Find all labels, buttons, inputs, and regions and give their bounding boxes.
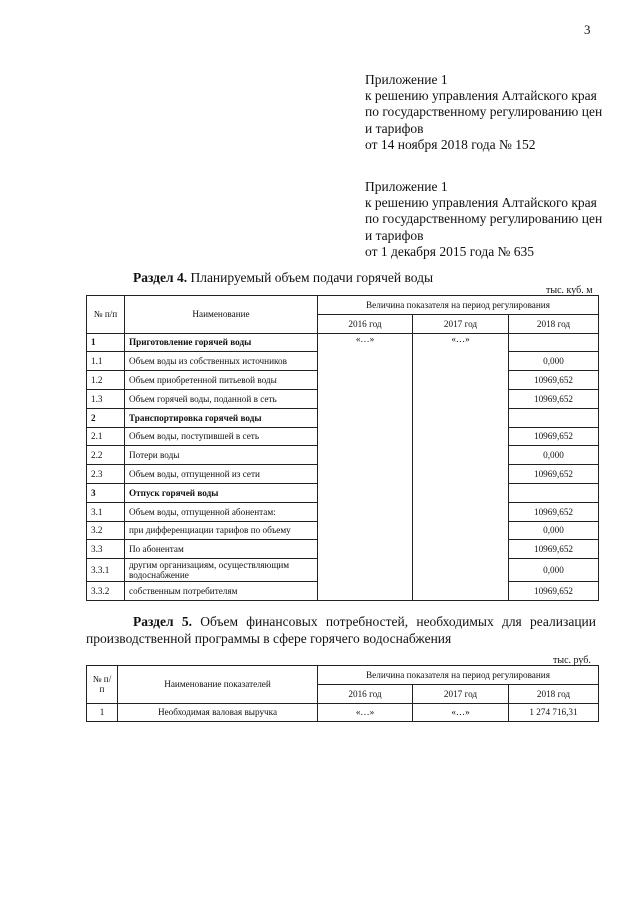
- table-row: [87, 333, 599, 352]
- row-num: 3.2: [87, 521, 125, 540]
- row-name: Объем воды, отпущенной из сети: [125, 465, 318, 484]
- col-header-name: Наименование показателей: [118, 666, 318, 704]
- section4-unit: тыс. куб. м: [546, 285, 593, 296]
- value-2016-placeholder: «…»: [318, 333, 413, 600]
- year-header: 2017 год: [413, 684, 509, 703]
- value-2018: [509, 333, 599, 352]
- appendix-line: и тарифов: [365, 227, 424, 243]
- row-num: 3: [87, 483, 125, 502]
- row-name: Транспортировка горячей воды: [125, 408, 318, 427]
- value-2018: [509, 408, 599, 427]
- row-name: По абонентам: [125, 540, 318, 559]
- section5-title: [86, 613, 596, 647]
- row-num: 2.2: [87, 446, 125, 465]
- row-num: 1: [87, 333, 125, 352]
- value-2018: 0,000: [509, 352, 599, 371]
- appendix-line: по государственному регулированию цен: [365, 211, 603, 227]
- appendix-line: к решению управления Алтайского края: [365, 195, 597, 211]
- section4-title-bold: Раздел 4.: [133, 270, 188, 285]
- row-num: 2.1: [87, 427, 125, 446]
- row-name: Необходимая валовая выручка: [118, 703, 318, 722]
- row-num: 3.3.2: [87, 582, 125, 601]
- row-num: 3.1: [87, 502, 125, 521]
- value-2018: 10969,652: [509, 389, 599, 408]
- appendix-line: и тарифов: [365, 120, 424, 136]
- row-num: 1.3: [87, 389, 125, 408]
- year-header: 2018 год: [509, 314, 599, 333]
- appendix-line: к решению управления Алтайского края: [365, 88, 597, 104]
- year-header: 2016 год: [318, 684, 413, 703]
- col-header-period: Величина показателя на период регулирования: [318, 296, 599, 315]
- value-2018: 10969,652: [509, 502, 599, 521]
- appendix-line: от 14 ноября 2018 года № 152: [365, 136, 536, 152]
- col-header-period: Величина показателя на период регулирования: [318, 666, 599, 685]
- col-header-num: № п/п: [87, 666, 118, 704]
- value-2018: 10969,652: [509, 427, 599, 446]
- row-num: 1.1: [87, 352, 125, 371]
- value-2018: [509, 483, 599, 502]
- row-name: другим организациям, осуществляющим водоснабжение: [125, 559, 318, 582]
- value-2018: 10969,652: [509, 540, 599, 559]
- row-num: 1.2: [87, 371, 125, 390]
- row-name: Объем воды, отпущенной абонентам:: [125, 502, 318, 521]
- value-2018: 0,000: [509, 521, 599, 540]
- value-2018: 0,000: [509, 559, 599, 582]
- year-header: 2017 год: [413, 314, 509, 333]
- year-header: 2018 год: [509, 684, 599, 703]
- row-name: Приготовление горячей воды: [125, 333, 318, 352]
- table-row: [87, 703, 599, 722]
- value-2018: 10969,652: [509, 371, 599, 390]
- col-header-num: № п/п: [87, 296, 125, 334]
- year-header: 2016 год: [318, 314, 413, 333]
- section4-title: [133, 269, 433, 286]
- row-name: Отпуск горячей воды: [125, 483, 318, 502]
- row-name: Потери воды: [125, 446, 318, 465]
- section5-title-bold: Раздел 5.: [133, 614, 192, 629]
- appendix-old-header: [365, 179, 625, 260]
- value-2017-placeholder: «…»: [413, 333, 509, 600]
- row-num: 2.3: [87, 465, 125, 484]
- row-name: Объем горячей воды, поданной в сеть: [125, 389, 318, 408]
- section4-table: [86, 295, 599, 601]
- appendix-line: по государственному регулированию цен: [365, 104, 603, 120]
- value-2018: 10969,652: [509, 582, 599, 601]
- appendix-line: Приложение 1: [365, 72, 448, 87]
- page-number: 3: [584, 22, 591, 37]
- appendix-line: от 1 декабря 2015 года № 635: [365, 243, 535, 259]
- value-2016: «…»: [318, 703, 413, 722]
- appendix-line: Приложение 1: [365, 179, 448, 194]
- col-header-name: Наименование: [125, 296, 318, 334]
- row-num: 3.3.1: [87, 559, 125, 582]
- section4-body: [87, 333, 599, 600]
- row-name: собственным потребителям: [125, 582, 318, 601]
- row-num: 3.3: [87, 540, 125, 559]
- section5-unit: тыс. руб.: [553, 655, 591, 666]
- row-name: Объем воды, поступившей в сеть: [125, 427, 318, 446]
- row-name: Объем воды из собственных источников: [125, 352, 318, 371]
- row-num: 1: [87, 703, 118, 722]
- value-2018: 10969,652: [509, 465, 599, 484]
- row-num: 2: [87, 408, 125, 427]
- value-2018: 1 274 716,31: [509, 703, 599, 722]
- appendix-new-header: [365, 72, 625, 153]
- section4-title-text: Планируемый объем подачи горячей воды: [187, 270, 434, 285]
- row-name: при дифференциации тарифов по объему: [125, 521, 318, 540]
- section5-title-text: Объем финансовых потребностей, необходимых для реализации производственной программы в сфере горячего водоснабжения: [86, 614, 596, 646]
- value-2017: «…»: [413, 703, 509, 722]
- row-name: Объем приобретенной питьевой воды: [125, 371, 318, 390]
- section5-table: [86, 665, 599, 722]
- value-2018: 0,000: [509, 446, 599, 465]
- section5-body: [87, 703, 599, 722]
